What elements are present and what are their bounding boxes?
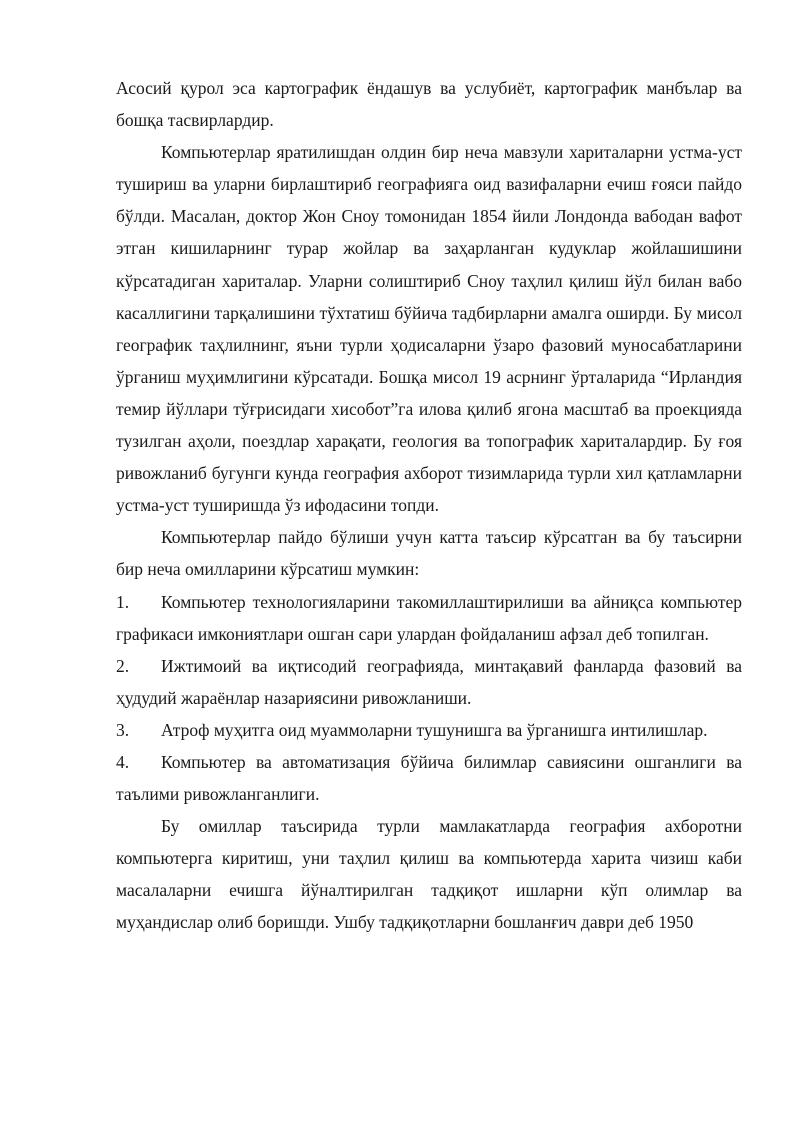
list-number: 1. [116,591,130,612]
paragraph-intro: Асосий қурол эса картографик ёндашув ва услубиёт, картографик манбълар ва бошқа тасвирлардир. [116,78,742,131]
document-body [116,72,742,939]
document-page [116,0,742,1131]
paragraph-factors-intro: Компьютерлар пайдо бўлиши учун катта таъсир кўрсатган ва бу таъсирни бир неча омилларини кўрсатиш мумкин: [116,527,742,580]
paragraph-research: Бу омиллар таъсирида турли мамлакатларда география ахборотни компьютерга киритиш, уни таҳлил қилиш ва компьютерда харита чизиш каби масалаларни ечишга йўналтирилган тадқиқот ишларни кўп олимлар ва муҳандислар олиб боришди. Ушбу тадқиқотларни бошланғич даври деб 1950 [116,816,742,933]
list-item-3 [116,714,742,746]
paragraph-history: Компьютерлар яратилишдан олдин бир неча мавзули хариталарни устма-уст тушириш ва уларни бирлаштириб географияга оид вазифаларни ечиш ғояси пайдо бўлди. Масалан, доктор Жон Сноу томонидан 1854 йили Лондонда вабодан вафот этган кишиларнинг турар жойлар ва заҳарланган кудуклар жойлашишини кўрсатадиган хариталар. Уларни солиштириб Сноу таҳлил қилиш йўл билан вабо касаллигини тарқалишини тўхтатиш бўйича тадбирларни амалга оширди. Бу мисол географик таҳлилнинг, яъни турли ҳодисаларни ўзаро фазовий муносабатларини ўрганиш муҳимлигини кўрсатади. Бошқа мисол 19 асрнинг ўрталарида “Ирландия темир йўллари тўғрисидаги хисобот”га илова қилиб ягона масштаб ва проекцияда тузилган аҳоли, поездлар харақати, геология ва топографик хариталардир. Бу ғоя ривожланиб бугунги кунда география ахборот тизимларида турли хил қатламларни устма-уст туширишда ўз ифодасини топди. [116,142,742,516]
list-number: 4. [116,751,130,772]
list-item-text: Компьютер технологияларини такомиллаштирилиши ва айниқса компьютер графикаси имкониятлари ошган сари улардан фойдаланиш афзал деб топилган. [116,591,742,644]
list-item-1 [116,586,742,650]
list-item-text: Атроф муҳитга оид муаммоларни тушунишга ва ўрганишга интилишлар. [161,719,708,740]
list-item-4 [116,746,742,810]
list-number: 3. [116,719,130,740]
list-item-2 [116,650,742,714]
list-item-text: Компьютер ва автоматизация бўйича билимлар савиясини ошганлиги ва таълими ривожланганлиги. [116,751,742,805]
list-item-text: Ижтимоий ва иқтисодий географияда, минтақавий фанларда фазовий ва ҳудудий жараёнлар назариясини ривожланиши. [116,655,742,708]
list-number: 2. [116,655,130,676]
